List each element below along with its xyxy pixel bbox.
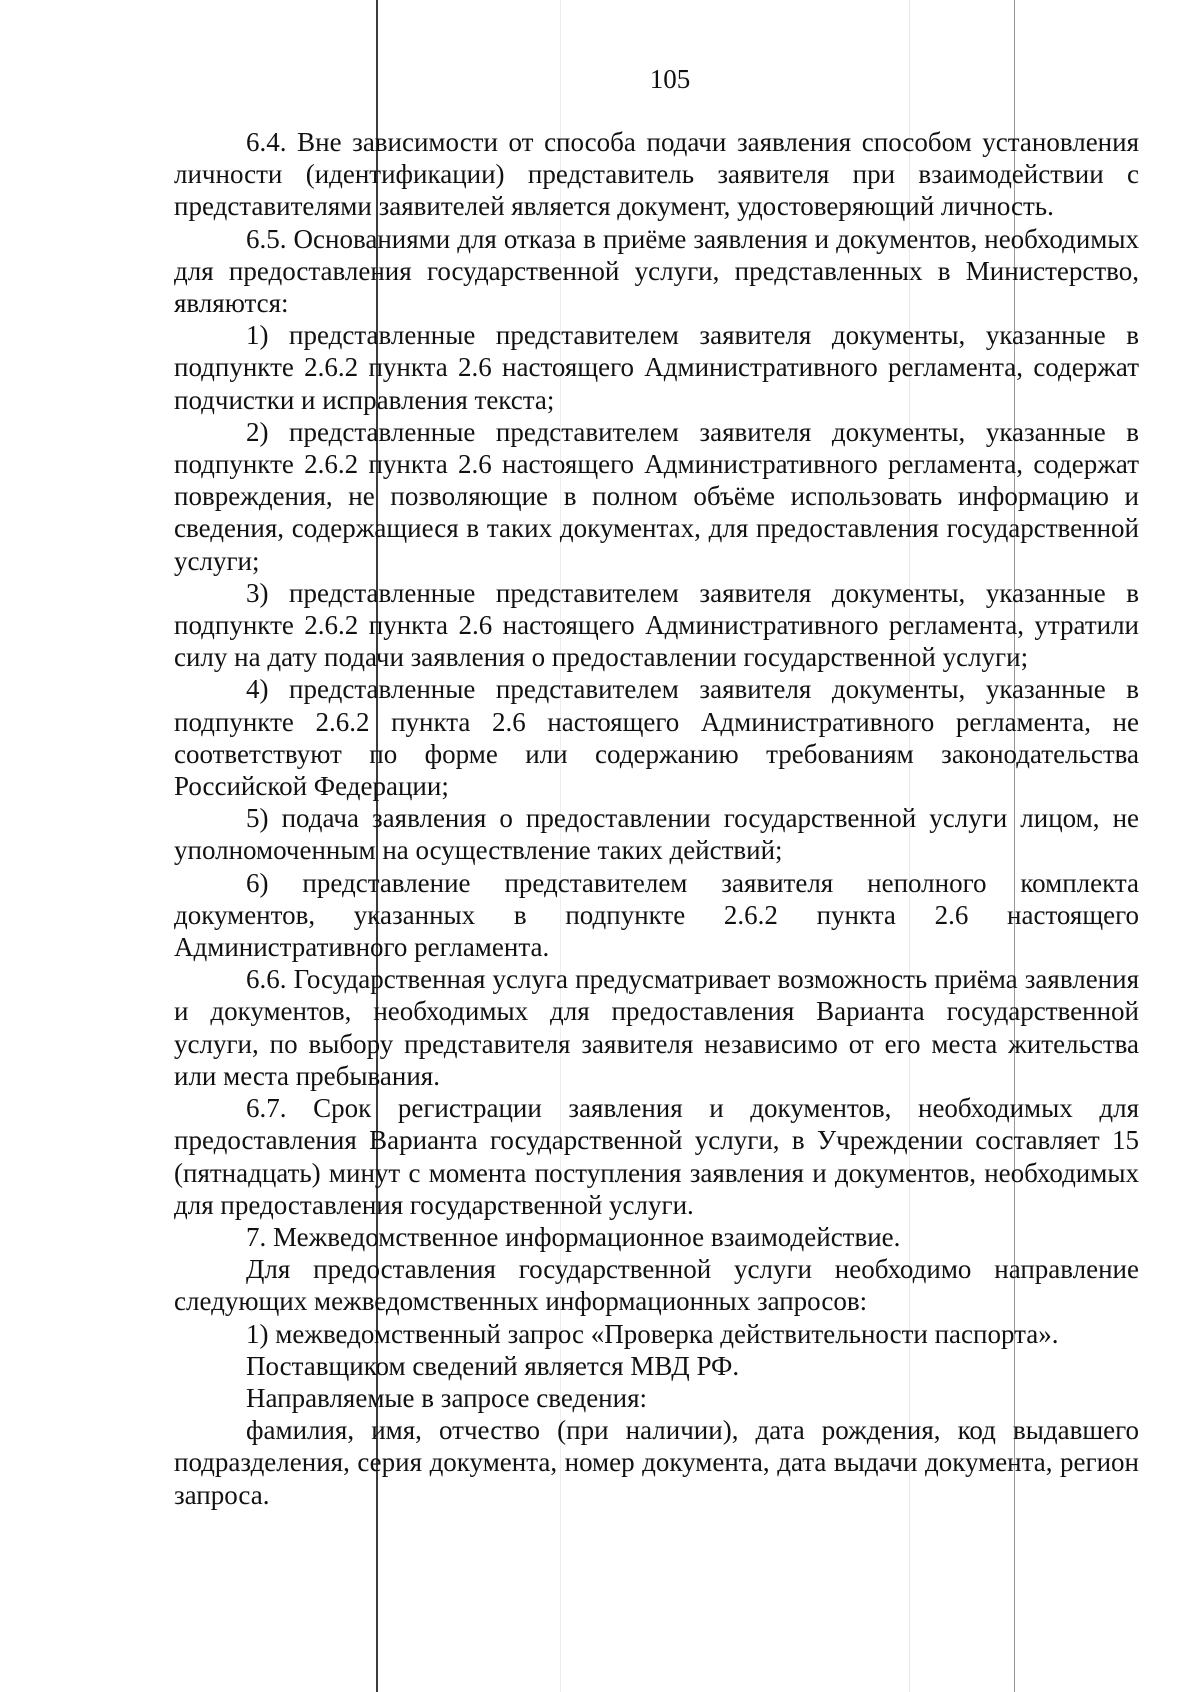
paragraph-6-6: 6.6. Государственная услуга предусматривает возможность приёма заявления и документов, необходимых для предоставления Варианта государственной услуги, по выбору представителя заявителя независимо от его места жительства или места пребывания. (174, 964, 1139, 1091)
paragraph-sent-data-list: фамилия, имя, отчество (при наличии), дата рождения, код выдавшего подразделения, серия документа, номер документа, дата выдачи документа, регион запроса. (174, 1415, 1139, 1510)
list-item-refusal-6: 6) представление представителем заявителя неполного комплекта документов, указанных в подпункте 2.6.2 пункта 2.6 настоящего Административного регламента. (174, 867, 1139, 963)
list-item-refusal-2: 2) представленные представителем заявителя документы, указанные в подпункте 2.6.2 пункта 2.6 настоящего Административного регламента, содержат повреждения, не позволяющие в полном объёме использовать информацию и сведения, содержащиеся в таких документах, для предоставления государственной услуги; (174, 416, 1139, 576)
page-number: 105 (649, 64, 691, 94)
section-heading-7: 7. Межведомственное информационное взаимодействие. (246, 1221, 901, 1252)
paragraph-6-4: 6.4. Вне зависимости от способа подачи заявления способом установления личности (идентификации) представитель заявителя при взаимодействии с представителями заявителей является документ, удостоверяющий личность. (174, 127, 1139, 222)
paragraph-provider: Поставщиком сведений является МВД РФ. (246, 1350, 740, 1381)
paragraph-6-7: 6.7. Срок регистрации заявления и документов, необходимых для предоставления Варианта государственной услуги, в Учреждении составляет 15 (пятнадцать) минут с момента поступления заявления и документов, необходимых для предоставления государственной услуги. (174, 1093, 1139, 1220)
paragraph-sent-data-heading: Направляемые в запросе сведения: (246, 1382, 647, 1413)
paragraph-interagency-requests: Для предоставления государственной услуги необходимо направление следующих межведомственных информационных запросов: (174, 1254, 1139, 1317)
list-item-refusal-3: 3) представленные представителем заявителя документы, указанные в подпункте 2.6.2 пункта 2.6 настоящего Административного регламента, утратили силу на дату подачи заявления о предоставлении государственной услуги; (174, 577, 1139, 673)
list-item-refusal-1: 1) представленные представителем заявителя документы, указанные в подпункте 2.6.2 пункта 2.6 настоящего Административного регламента, содержат подчистки и исправления текста; (174, 320, 1139, 415)
document-body (174, 126, 1139, 1511)
list-item-request-1: 1) межведомственный запрос «Проверка действительности паспорта». (246, 1318, 1059, 1349)
paragraph-6-5: 6.5. Основаниями для отказа в приёме заявления и документов, необходимых для предоставления государственной услуги, представленных в Министерство, являются: (174, 223, 1139, 319)
list-item-refusal-4: 4) представленные представителем заявителя документы, указанные в подпункте 2.6.2 пункта 2.6 настоящего Административного регламента, не соответствуют по форме или содержанию требованиям законодательства Российской Федерации; (174, 674, 1139, 802)
list-item-refusal-5: 5) подача заявления о предоставлении государственной услуги лицом, не уполномоченным на осуществление таких действий; (174, 803, 1139, 866)
